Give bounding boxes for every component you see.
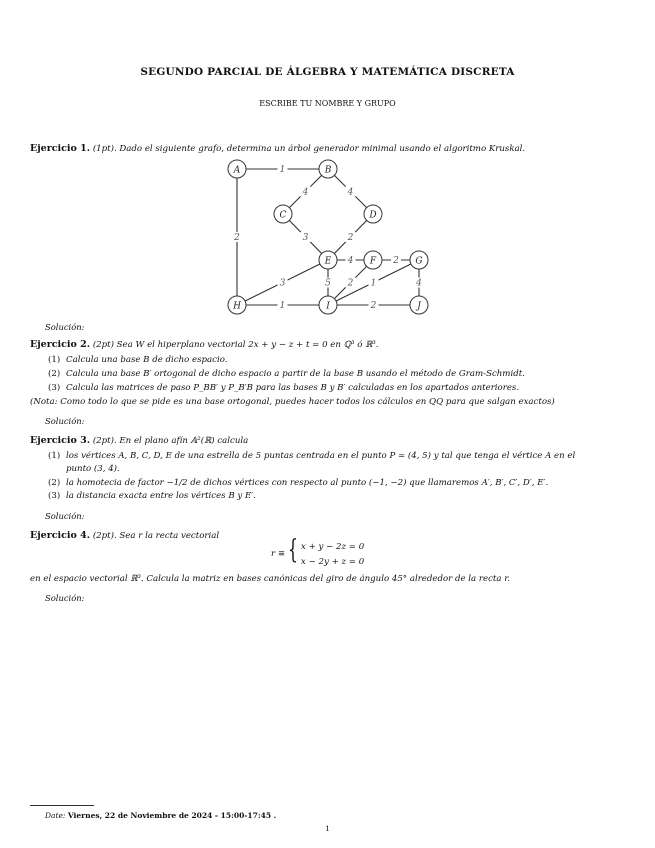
edge-weight-EI: 5 (325, 278, 331, 289)
exercise-1-label: Ejercicio 1. (30, 143, 91, 154)
item-text: Calcula una base B de dicho espacio. (66, 355, 228, 365)
edge-weight-AB: 1 (279, 165, 286, 175)
exercise-4-text: (2pt). Sea r la recta vectorial (92, 531, 220, 541)
node-label-H: H (233, 301, 241, 312)
exercise-4-solution: Solución: (45, 593, 85, 603)
edge-weight-BD: 4 (347, 187, 354, 198)
equation-lhs: r ≡ (271, 549, 286, 559)
node-label-F: F (369, 256, 377, 267)
item-text: los vértices A, B, C, D, E de una estrella de 5 puntas centrada en el punto P = (4, 5) y tal que tenga el vértice A en el (66, 451, 576, 461)
equation-2: x − 2y + z = 0 (301, 557, 365, 567)
item-number: (2) (48, 369, 61, 379)
item-text: la distancia exacta entre los vértices B y E′. (66, 491, 256, 501)
edge-weight-CE: 3 (302, 233, 309, 243)
edge-weight-HI: 1 (279, 301, 286, 311)
exercise-2-item-2 (48, 369, 525, 379)
footnote-rule (30, 805, 94, 806)
node-label-B: B (324, 165, 332, 176)
exercise-2-solution: Solución: (45, 416, 85, 426)
brace-symbol: { (288, 535, 298, 565)
exercise-3-label: Ejercicio 3. (30, 435, 91, 446)
edge-weight-DE: 2 (347, 233, 354, 243)
node-label-E: E (324, 256, 332, 267)
exercise-2-note: (Nota: Como todo lo que se pide es una base ortogonal, puedes hacer todos los cálculos en QQ para que salgan exactos) (30, 397, 555, 407)
exercise-4-label: Ejercicio 4. (30, 530, 91, 541)
item-text: Calcula las matrices de paso P_BB′ y P_B′B para las bases B y B′ calculadas en los apartados anteriores. (66, 383, 520, 393)
item-number: (1) (48, 355, 61, 365)
edge-weight-EF: 4 (347, 256, 354, 266)
exercise-3-item-1 (48, 451, 575, 461)
edge-weight-AH: 2 (234, 233, 240, 243)
page-number: 1 (325, 824, 330, 833)
exercise-1-text: (1pt). Dado el siguiente grafo, determina un árbol generador minimal usando el algoritmo Kruskal. (92, 144, 526, 154)
item-text: la homotecia de factor −1/2 de dichos vértices con respecto al punto (−1, −2) que llamaremos A′, B′, C′, D′, E′. (66, 478, 549, 488)
exercise-3-item-3 (48, 491, 256, 501)
item-number: (2) (48, 478, 61, 488)
node-label-A: A (233, 165, 241, 176)
exercise-4-statement (30, 530, 219, 541)
exercise-1-solution: Solución: (45, 322, 85, 332)
exercise-3-item-1-cont: punto (3, 4). (66, 464, 120, 474)
date-label: Date: (45, 811, 66, 820)
edge-weight-GJ: 4 (416, 278, 422, 289)
exercise-3-text: (2pt). En el plano afín 𝔸²(ℝ) calcula (92, 436, 249, 446)
edge-weight-BC: 4 (302, 187, 309, 198)
node-label-C: C (279, 210, 287, 221)
equation-1: x + y − 2z = 0 (301, 542, 365, 552)
exercise-3-statement (30, 435, 248, 446)
exercise-3-solution: Solución: (45, 511, 85, 521)
node-label-G: G (415, 256, 423, 267)
footer-date (45, 811, 276, 820)
edge-weight-EH: 3 (279, 278, 286, 289)
exercise-2-text: (2pt) Sea W el hiperplano vectorial 2x + y − z + t = 0 en ℚ³ ó ℝ³. (92, 340, 379, 350)
exercise-2-item-1 (48, 355, 227, 365)
item-number: (3) (48, 383, 61, 393)
exercise-3-item-2 (48, 478, 548, 488)
exercise-2-label: Ejercicio 2. (30, 339, 91, 350)
exam-subtitle: ESCRIBE TU NOMBRE Y GRUPO (259, 99, 396, 108)
edge-weight-IJ: 2 (370, 301, 377, 311)
item-text: Calcula una base B′ ortogonal de dicho espacio a partir de la base B usando el método de Gram-Schmidt. (66, 369, 525, 379)
node-label-D: D (369, 210, 377, 221)
node-label-I: I (326, 301, 330, 312)
item-number: (1) (48, 451, 61, 461)
edge-weight-GI: 1 (370, 278, 377, 289)
exercise-4-after: en el espacio vectorial ℝ³. Calcula la matriz en bases canónicas del giro de ángulo 45° alrededor de la recta r. (30, 574, 511, 584)
exercise-2-item-3 (48, 383, 519, 393)
edge-weight-FI: 2 (347, 278, 354, 289)
exam-title: SEGUNDO PARCIAL DE ÁLGEBRA Y MATEMÁTICA DISCRETA (140, 66, 515, 78)
date-value: Viernes, 22 de Noviembre de 2024 - 15:00-17:45 . (67, 811, 277, 820)
exercise-2-statement (30, 339, 379, 350)
item-number: (3) (48, 491, 61, 501)
edge-weight-FG: 2 (393, 256, 399, 266)
node-label-J: J (417, 301, 421, 312)
